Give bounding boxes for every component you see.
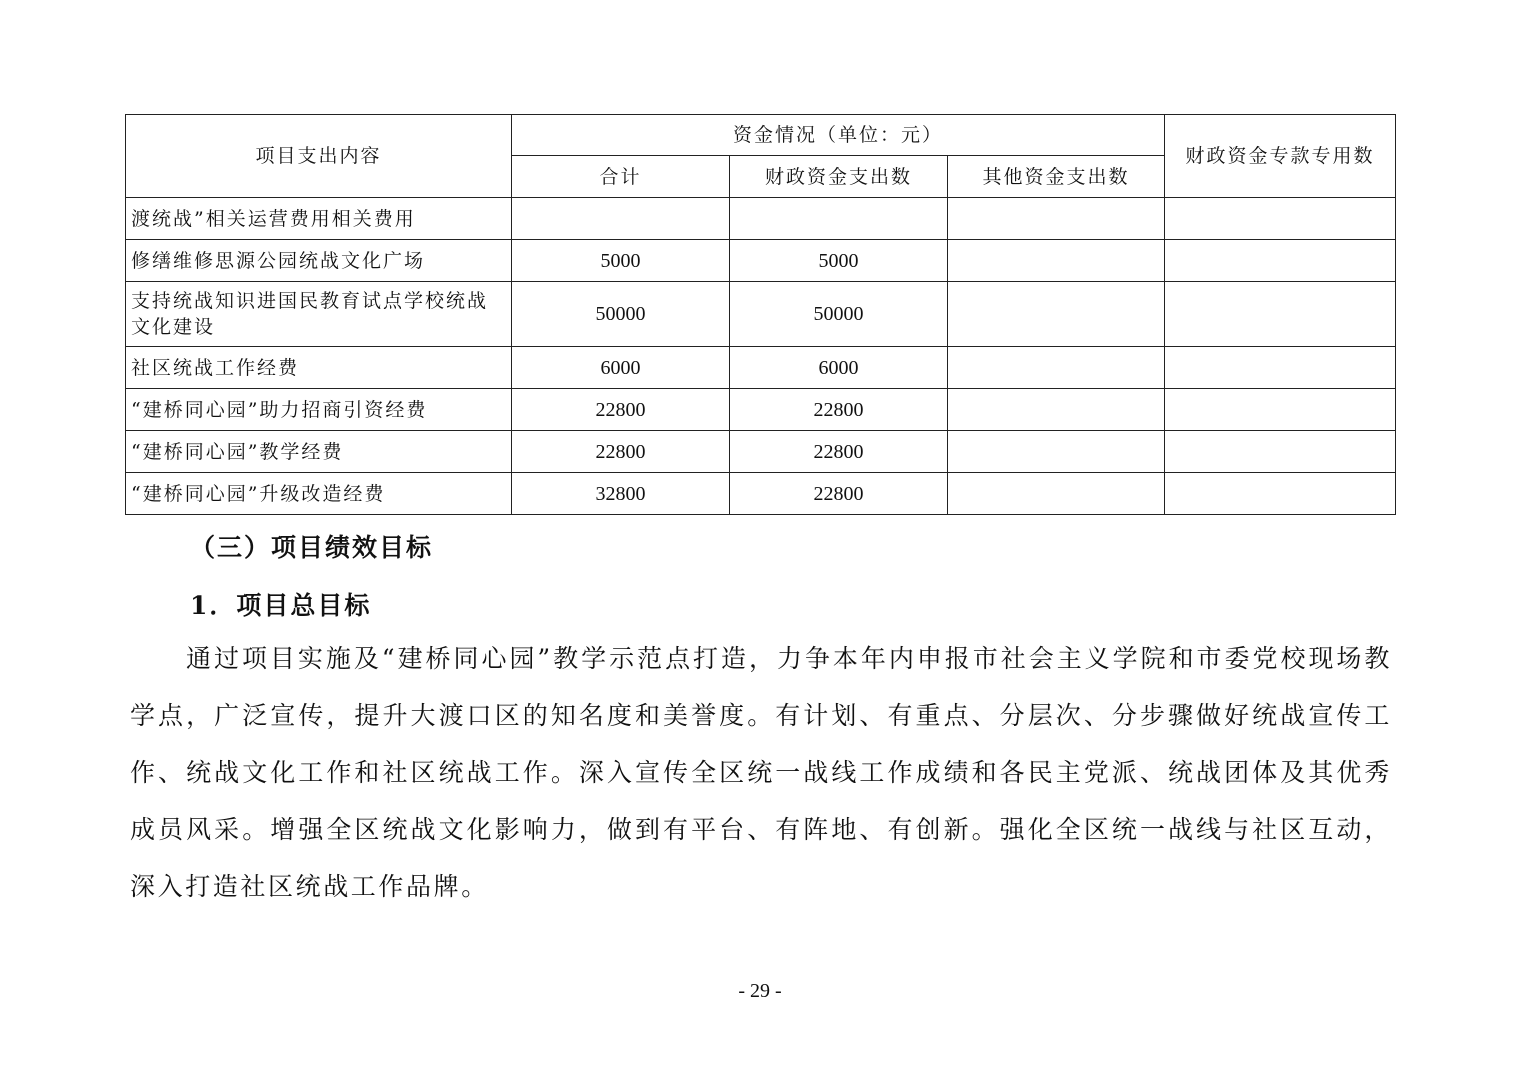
cell-special bbox=[1165, 240, 1396, 282]
cell-other bbox=[948, 240, 1165, 282]
cell-other bbox=[948, 198, 1165, 240]
cell-item: “建桥同心园”教学经费 bbox=[126, 431, 512, 473]
cell-fiscal: 22800 bbox=[730, 389, 948, 431]
cell-item: 支持统战知识进国民教育试点学校统战文化建设 bbox=[126, 282, 512, 347]
cell-total: 32800 bbox=[512, 473, 730, 515]
table-row bbox=[126, 473, 1396, 515]
cell-total: 22800 bbox=[512, 431, 730, 473]
cell-item: 修缮维修思源公园统战文化广场 bbox=[126, 240, 512, 282]
cell-item: 社区统战工作经费 bbox=[126, 347, 512, 389]
cell-special bbox=[1165, 389, 1396, 431]
cell-special bbox=[1165, 198, 1396, 240]
cell-total: 5000 bbox=[512, 240, 730, 282]
section-subheading: 1．项目总目标 bbox=[190, 591, 372, 620]
header-fiscal-col: 财政资金支出数 bbox=[730, 156, 948, 198]
table-header-row bbox=[126, 115, 1396, 156]
header-other-col: 其他资金支出数 bbox=[948, 156, 1165, 198]
cell-special bbox=[1165, 347, 1396, 389]
cell-fiscal: 50000 bbox=[730, 282, 948, 347]
cell-other bbox=[948, 347, 1165, 389]
cell-fiscal bbox=[730, 198, 948, 240]
cell-special bbox=[1165, 473, 1396, 515]
cell-item: “建桥同心园”助力招商引资经费 bbox=[126, 389, 512, 431]
cell-item: “建桥同心园”升级改造经费 bbox=[126, 473, 512, 515]
section-heading: （三）项目绩效目标 bbox=[190, 533, 434, 562]
table-row bbox=[126, 431, 1396, 473]
cell-special bbox=[1165, 282, 1396, 347]
cell-fiscal: 22800 bbox=[730, 431, 948, 473]
cell-fiscal: 5000 bbox=[730, 240, 948, 282]
cell-fiscal: 6000 bbox=[730, 347, 948, 389]
header-special-col: 财政资金专款专用数 bbox=[1165, 115, 1396, 198]
header-item-col: 项目支出内容 bbox=[126, 115, 512, 198]
cell-special bbox=[1165, 431, 1396, 473]
header-total-col: 合计 bbox=[512, 156, 730, 198]
cell-other bbox=[948, 389, 1165, 431]
table-row bbox=[126, 240, 1396, 282]
table-row bbox=[126, 347, 1396, 389]
cell-total bbox=[512, 198, 730, 240]
cell-total: 50000 bbox=[512, 282, 730, 347]
cell-other bbox=[948, 473, 1165, 515]
table-row bbox=[126, 282, 1396, 347]
body-paragraph: 通过项目实施及“建桥同心园”教学示范点打造，力争本年内申报市社会主义学院和市委党校现场教学点，广泛宣传，提升大渡口区的知名度和美誉度。有计划、有重点、分层次、分步骤做好统战宣传工作、统战文化工作和社区统战工作。深入宣传全区统一战线工作成绩和各民主党派、统战团体及其优秀成员风采。增强全区统战文化影响力，做到有平台、有阵地、有创新。强化全区统一战线与社区互动，深入打造社区统战工作品牌。 bbox=[130, 644, 1392, 901]
table-row bbox=[126, 198, 1396, 240]
cell-item: 渡统战”相关运营费用相关费用 bbox=[126, 198, 512, 240]
header-funds-group: 资金情况（单位：元） bbox=[512, 115, 1165, 156]
cell-other bbox=[948, 431, 1165, 473]
cell-fiscal: 22800 bbox=[730, 473, 948, 515]
project-expenditure-table bbox=[125, 114, 1396, 515]
page-number: - 29 - bbox=[738, 980, 782, 1002]
cell-total: 22800 bbox=[512, 389, 730, 431]
cell-other bbox=[948, 282, 1165, 347]
table-row bbox=[126, 389, 1396, 431]
cell-total: 6000 bbox=[512, 347, 730, 389]
